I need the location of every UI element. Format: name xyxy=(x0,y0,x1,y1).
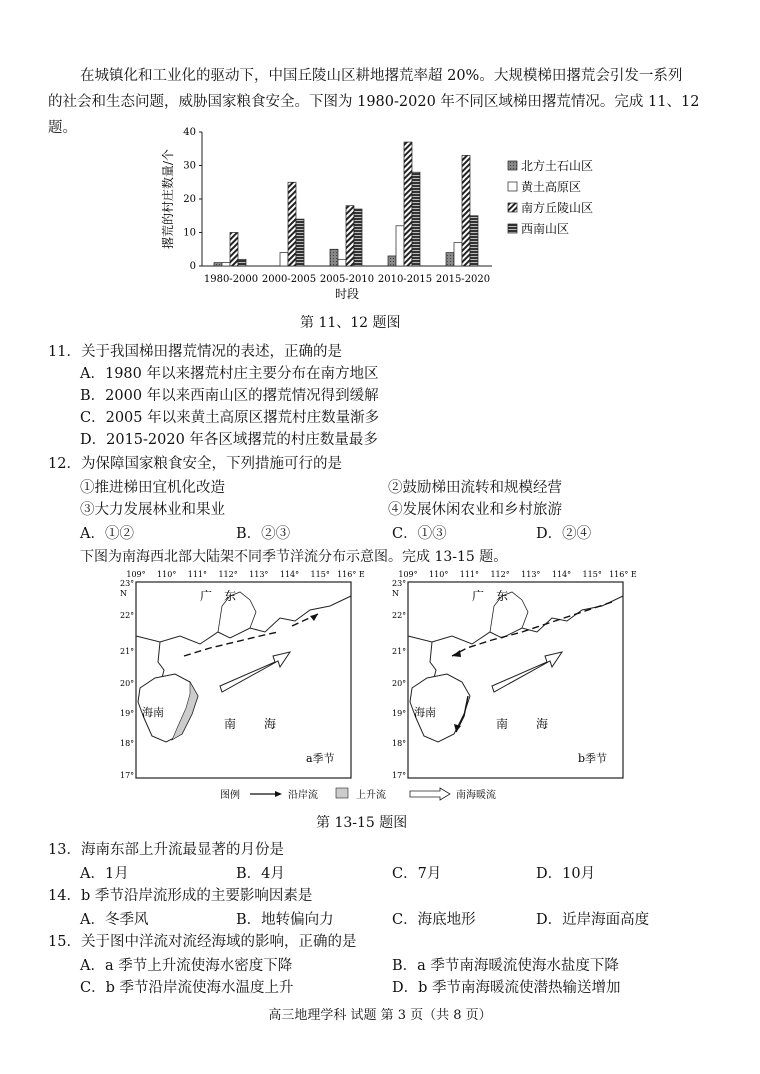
bar xyxy=(230,233,238,267)
legend-warm-arrow xyxy=(410,788,450,800)
q14-option-a[interactable]: A．冬季风 xyxy=(80,912,149,928)
bar-chart xyxy=(150,126,610,306)
legend-label: 黄土高原区 xyxy=(521,180,582,194)
map-a-season-label: a季节 xyxy=(306,752,335,765)
legend-coastal: 沿岸流 xyxy=(288,790,318,801)
legend-swatch xyxy=(508,161,517,170)
intro-line-3: 题。 xyxy=(48,120,77,136)
q13-option-d[interactable]: D．10月 xyxy=(536,866,596,882)
y-tick-label: 10 xyxy=(183,227,196,239)
lon-tick-label: 114° xyxy=(551,570,572,579)
lon-tick-label: 111° xyxy=(459,570,480,579)
map-b-nanhai-2: 海 xyxy=(536,717,549,731)
map-b xyxy=(408,582,623,778)
legend-upwelling: 上升流 xyxy=(356,790,386,801)
bar xyxy=(462,155,470,266)
lat-tick-label: 23° xyxy=(120,579,135,588)
q14-stem: 14．b 季节沿岸流形成的主要影响因素是 xyxy=(48,888,313,904)
bar xyxy=(238,259,246,266)
lon-tick-label: 111° xyxy=(187,570,208,579)
q12-item-1: ①推进梯田宜机化改造 xyxy=(80,480,225,496)
q13-option-c[interactable]: C．7月 xyxy=(392,866,442,882)
bar xyxy=(404,142,412,266)
map-b-season-label: b季节 xyxy=(578,752,608,765)
q15-stem: 15．关于图中洋流对流经海域的影响，正确的是 xyxy=(48,934,357,950)
lon-tick-label: 109° xyxy=(398,570,418,579)
map-a-nanhai-1: 南 xyxy=(224,717,237,731)
legend-warm: 南海暖流 xyxy=(456,790,496,801)
bar xyxy=(288,182,296,266)
bar xyxy=(280,253,288,266)
lon-tick-label: 115° xyxy=(582,570,602,579)
map-a-guangdong: 广 东 xyxy=(200,589,237,603)
x-tick-label: 1980-2000 xyxy=(203,274,259,285)
q14-option-b[interactable]: B．地转偏向力 xyxy=(236,912,334,928)
x-tick-label: 2010-2015 xyxy=(377,274,433,285)
lat-tick-label: 17° xyxy=(120,771,135,780)
map-legend xyxy=(220,788,496,801)
q11-option-b[interactable]: B．2000 年以来西南山区的撂荒情况得到缓解 xyxy=(80,388,379,404)
bar xyxy=(388,256,396,266)
bar xyxy=(412,172,420,266)
bar xyxy=(214,263,222,266)
legend-label: 南方丘陵山区 xyxy=(521,201,594,215)
q13-stem: 13．海南东部上升流最显著的月份是 xyxy=(48,842,284,858)
bar xyxy=(396,226,404,266)
legend-swatch xyxy=(508,203,517,212)
lat-tick-label: 21° xyxy=(120,647,135,656)
x-tick-label: 2000-2005 xyxy=(261,274,317,285)
lat-tick-label: 21° xyxy=(392,647,407,656)
q11-option-c[interactable]: C．2005 年以来黄土高原区撂荒村庄数量渐多 xyxy=(80,410,380,426)
legend-swatch xyxy=(508,224,517,233)
bar xyxy=(470,216,478,266)
q15-option-a[interactable]: A．a 季节上升流使海水密度下降 xyxy=(80,958,293,974)
q12-item-2: ②鼓励梯田流转和规模经营 xyxy=(388,480,562,496)
lon-tick-label: 113° xyxy=(249,570,269,579)
x-axis-label: 时段 xyxy=(334,287,360,301)
lat-tick-label: 18° xyxy=(120,739,135,748)
q12-item-4: ④发展休闲农业和乡村旅游 xyxy=(388,502,562,518)
lon-tick-label: 112° xyxy=(490,570,510,579)
lon-tick-label: 110° xyxy=(429,570,449,579)
lon-tick-label: 115° xyxy=(310,570,330,579)
legend-upwelling-box xyxy=(336,788,348,798)
q13-option-a[interactable]: A．1月 xyxy=(80,866,129,882)
map-intro: 下图为南海西北部大陆架不同季节洋流分布示意图。完成 13-15 题。 xyxy=(80,549,508,565)
lon-tick-label: 116° E xyxy=(337,570,365,579)
lon-tick-label: 113° xyxy=(521,570,541,579)
legend-label: 北方土石山区 xyxy=(521,159,594,173)
q12-option-b[interactable]: B．②③ xyxy=(236,526,291,542)
intro-line-2: 的社会和生态问题，威胁国家粮食安全。下图为 1980-2020 年不同区域梯田撂荒情况。完成 11、12 xyxy=(48,94,700,110)
lat-tick-label: 22° xyxy=(392,611,407,620)
chart-caption: 第 11、12 题图 xyxy=(300,315,401,331)
q11-option-a[interactable]: A．1980 年以来撂荒村庄主要分布在南方地区 xyxy=(80,366,379,382)
ocean-current-maps xyxy=(100,566,660,806)
y-tick-label: 20 xyxy=(183,194,196,205)
y-axis-label: 撂荒的村庄数量/个 xyxy=(161,148,175,250)
bar xyxy=(446,253,454,266)
bar xyxy=(222,263,230,266)
q11-stem: 11．关于我国梯田撂荒情况的表述，正确的是 xyxy=(48,344,342,360)
bar xyxy=(330,249,338,266)
bar xyxy=(354,209,362,266)
map-a-nanhai-2: 海 xyxy=(264,717,277,731)
q12-option-a[interactable]: A．①② xyxy=(80,526,134,542)
lat-tick-label: N xyxy=(120,589,127,598)
legend-swatch xyxy=(508,182,517,191)
bar xyxy=(454,243,462,266)
q11-option-d[interactable]: D．2015-2020 年各区域撂荒的村庄数量最多 xyxy=(80,432,378,448)
lon-tick-label: 110° xyxy=(157,570,177,579)
map-a-hainan: 海南 xyxy=(142,706,164,719)
q15-option-b[interactable]: B．a 季节南海暖流使海水盐度下降 xyxy=(392,958,619,974)
lat-tick-label: 22° xyxy=(120,611,135,620)
lat-tick-label: 23° xyxy=(392,579,407,588)
y-tick-label: 40 xyxy=(183,127,196,138)
lon-tick-label: 112° xyxy=(218,570,238,579)
lon-tick-label: 114° xyxy=(279,570,300,579)
y-tick-label: 0 xyxy=(189,261,196,272)
map-a xyxy=(136,582,351,778)
page-footer: 高三地理学科 试题 第 3 页（共 8 页） xyxy=(268,1008,492,1023)
lon-tick-label: 109° xyxy=(126,570,146,579)
q14-option-d[interactable]: D．近岸海面高度 xyxy=(536,912,650,928)
lat-tick-label: 18° xyxy=(392,739,407,748)
bar xyxy=(346,206,354,266)
q15-option-c[interactable]: C．b 季节沿岸流使海水温度上升 xyxy=(80,980,294,996)
bar xyxy=(338,259,346,266)
map-b-guangdong: 广 东 xyxy=(472,589,509,603)
lat-tick-label: 17° xyxy=(392,771,407,780)
lat-tick-label: 20° xyxy=(392,679,407,688)
x-tick-label: 2015-2020 xyxy=(435,274,491,285)
q15-option-d[interactable]: D．b 季节南海暖流使潜热输送增加 xyxy=(392,980,621,996)
lat-tick-label: 19° xyxy=(120,709,135,718)
legend-label: 西南山区 xyxy=(521,222,570,236)
x-tick-label: 2005-2010 xyxy=(319,274,375,285)
q13-option-b[interactable]: B．4月 xyxy=(236,866,285,882)
map-b-nanhai-1: 南 xyxy=(496,717,509,731)
legend-title: 图例 xyxy=(220,790,240,801)
lat-tick-label: 20° xyxy=(120,679,135,688)
lat-tick-label: 19° xyxy=(392,709,407,718)
q14-option-c[interactable]: C．海底地形 xyxy=(392,912,476,928)
lat-tick-label: N xyxy=(392,589,399,598)
map-b-hainan: 海南 xyxy=(414,706,436,719)
map-caption: 第 13-15 题图 xyxy=(316,815,408,831)
q12-option-c[interactable]: C．①③ xyxy=(392,526,447,542)
lon-tick-label: 116° E xyxy=(609,570,637,579)
bar xyxy=(296,219,304,266)
q12-item-3: ③大力发展林业和果业 xyxy=(80,502,225,518)
intro-line-1: 在城镇化和工业化的驱动下，中国丘陵山区耕地撂荒率超 20%。大规模梯田撂荒会引发一系列 xyxy=(80,68,683,84)
q12-stem: 12．为保障国家粮食安全，下列措施可行的是 xyxy=(48,456,342,472)
y-tick-label: 30 xyxy=(183,160,196,172)
q12-option-d[interactable]: D．②④ xyxy=(536,526,592,542)
